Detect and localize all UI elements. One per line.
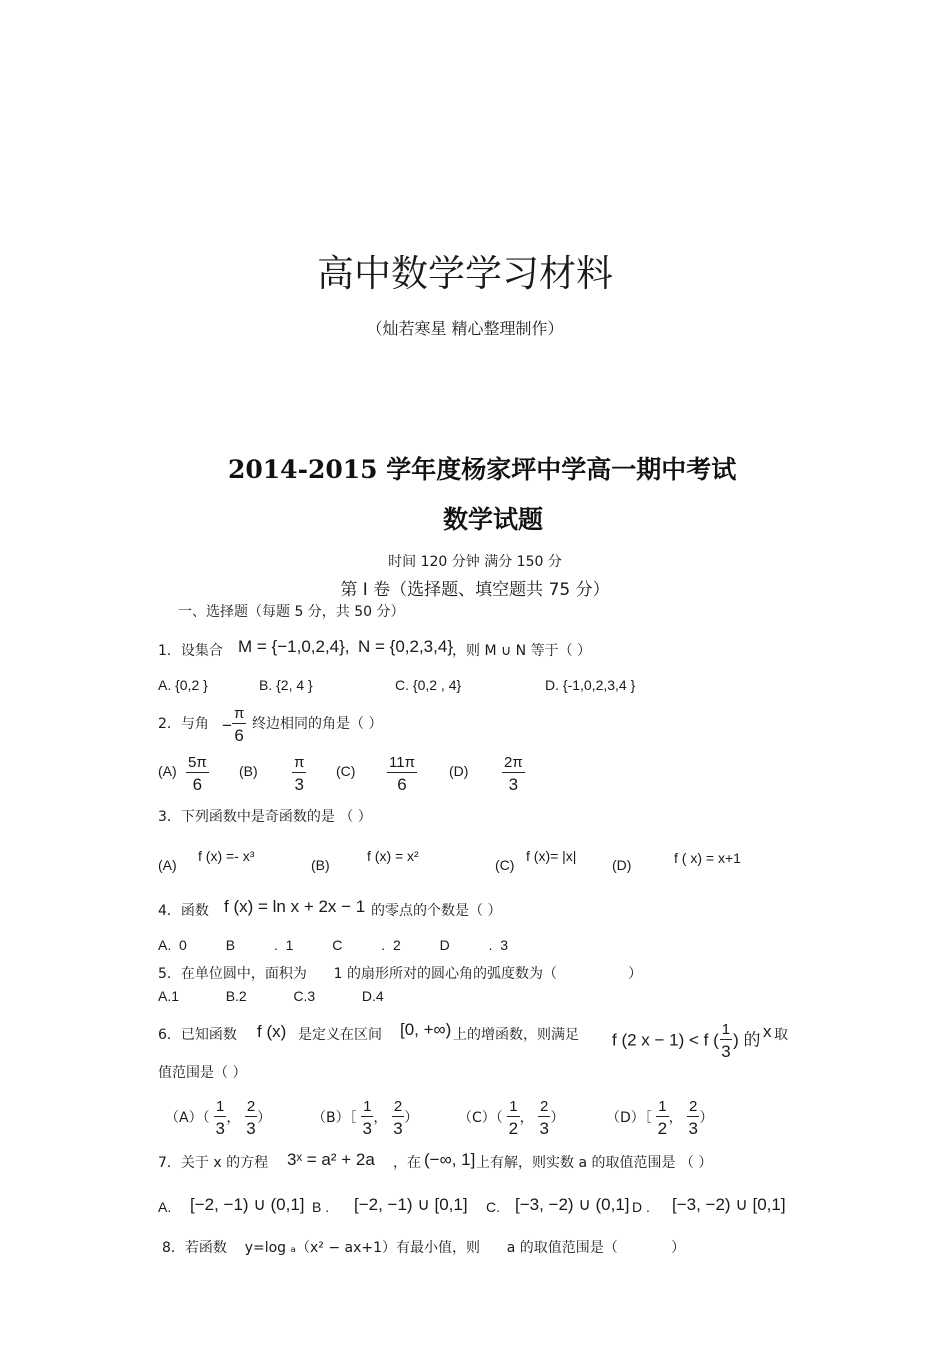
q6-option-d-den1: 2 — [657, 1119, 668, 1138]
q6-variable: x — [763, 1022, 772, 1041]
document-subtitle: （灿若寒星 精心整理制作） — [366, 319, 564, 338]
q3-option-a: f (x) =- x³ — [198, 848, 255, 864]
q6-option-a-den1: 3 — [215, 1119, 225, 1138]
q1-option-c: C. {0,2 , 4} — [395, 677, 462, 693]
q6-option-b — [312, 1099, 418, 1137]
q2-angle-denominator: 6 — [234, 726, 244, 745]
q2-option-a — [186, 755, 209, 793]
q2-angle-numerator: π — [233, 705, 245, 722]
q3-option-b-label: (B) — [311, 857, 330, 873]
q2-option-d — [502, 755, 525, 793]
q7-equation: 3ˣ = a² + 2a — [287, 1150, 375, 1169]
q2-option-c-label: (C) — [336, 763, 356, 779]
q3-option-a-label: (A) — [158, 857, 177, 873]
q2-option-d-den: 3 — [508, 775, 519, 794]
q6-option-c-comma: ， — [519, 1110, 534, 1126]
q3-stem: 3．下列函数中是奇函数的是 （ ） — [158, 809, 372, 825]
q7-option-b-label: B . — [312, 1199, 330, 1215]
q6-stem: 6．已知函数 — [158, 1027, 237, 1043]
q7-option-c-label: C. — [486, 1199, 500, 1215]
q3-option-c: f (x)= |x| — [526, 848, 577, 864]
q6-option-b-label: （B）［ — [312, 1110, 357, 1126]
q6-tail: 取 — [774, 1027, 788, 1043]
q2-option-c-den: 6 — [397, 775, 407, 794]
q6-option-a-close: ） — [257, 1110, 272, 1126]
q2-option-a-label: (A) — [158, 763, 177, 779]
q6-option-d-num2: 2 — [689, 1098, 698, 1115]
q6-interval: [0, +∞) — [400, 1020, 452, 1039]
q7-stem: 7．关于 x 的方程 — [158, 1155, 269, 1171]
q6-option-d-den2: 3 — [688, 1119, 698, 1138]
q2-tail: 终边相同的角是（ ） — [252, 716, 383, 732]
q6-mid: 是定义在区间 — [298, 1027, 382, 1043]
q4-tail: 的零点的个数是（ ） — [371, 903, 502, 919]
q6-option-d-label: （D）［ — [606, 1110, 652, 1126]
section-title: 一、选择题（每题 5 分，共 50 分） — [178, 604, 405, 620]
q7-option-c: [−3, −2) ∪ (0,1] — [515, 1195, 630, 1214]
exam-subject: 数学试题 — [443, 505, 544, 534]
q1-set-n: N = {0,2,3,4} — [358, 637, 453, 656]
q6-option-b-close: ） — [404, 1110, 419, 1126]
q6-option-d-close: ） — [699, 1110, 714, 1126]
q6-option-c-label: （C）（ — [458, 1110, 503, 1126]
q1-stem: 1．设集合 — [158, 643, 223, 659]
q2-stem: 2．与角 — [158, 716, 209, 732]
q2-option-c — [387, 755, 417, 793]
q6-option-b-num1: 1 — [363, 1098, 372, 1115]
q7-mid: ，在 — [393, 1155, 421, 1171]
q1-option-a: A. {0,2 } — [158, 677, 208, 693]
q7-option-a: [−2, −1) ∪ (0,1] — [190, 1195, 305, 1214]
q8-stem: 8．若函数 y=log ₐ（x² − ax+1）有最小值，则 a 的取值范围是（ ） — [162, 1240, 686, 1256]
document-title: 高中数学学习材料 — [317, 252, 613, 295]
q2-option-d-label: (D) — [449, 763, 469, 779]
q6-option-d-num1: 1 — [658, 1098, 667, 1115]
q7-option-d-label: D . — [632, 1199, 650, 1215]
q7-option-b: [−2, −1) ∪ [0,1] — [354, 1195, 468, 1214]
q6-fx: f (x) — [257, 1022, 287, 1041]
q4-stem: 4．函数 — [158, 903, 209, 919]
q6-option-a-label: （A）（ — [165, 1110, 210, 1126]
q1-option-d: D. {-1,0,2,3,4 } — [545, 677, 636, 693]
q2-angle-sign: − — [222, 716, 232, 735]
q6-inequality-den: 3 — [721, 1042, 731, 1061]
q1-option-b: B. {2, 4 } — [259, 677, 313, 693]
q6-inequality-num: 1 — [721, 1021, 731, 1038]
q6-option-a-comma: ， — [226, 1110, 241, 1126]
q3-option-d-label: (D) — [612, 857, 632, 873]
q1-set-m: M = {−1,0,2,4}, — [238, 637, 350, 656]
exam-time-info: 时间 120 分钟 满分 150 分 — [388, 554, 562, 570]
q2-option-c-num: 11π — [389, 754, 415, 771]
q2-option-b — [292, 755, 306, 793]
q2-option-d-num: 2π — [504, 754, 523, 771]
q6-option-a-num2: 2 — [246, 1098, 256, 1115]
q6-option-b-num2: 2 — [393, 1098, 403, 1115]
q2-option-a-num: 5π — [188, 754, 207, 771]
q5-options: A.1 B.2 C.3 D.4 — [158, 988, 384, 1004]
q4-expression: f (x) = ln x + 2x − 1 — [224, 897, 366, 916]
q7-option-a-label: A. — [158, 1199, 172, 1215]
q6-inequality-left: f (2 x − 1) < f ( — [612, 1030, 719, 1050]
q1-tail: ，则 M ∪ N 等于（ ） — [452, 643, 592, 659]
q6-option-c-den1: 2 — [508, 1119, 519, 1138]
q6-mid2: 上的增函数，则满足 — [453, 1027, 579, 1043]
q2-option-a-den: 6 — [192, 775, 203, 794]
q6-option-b-comma: ， — [373, 1110, 388, 1126]
q4-options: A. 0 B . 1 C . 2 D . 3 — [158, 937, 509, 953]
q3-option-d: f ( x) = x+1 — [674, 850, 741, 866]
q2-angle — [222, 706, 246, 744]
q6-option-a-den2: 3 — [246, 1119, 256, 1138]
q6-line2: 值范围是（ ） — [158, 1065, 247, 1081]
q6-option-d-comma: ， — [668, 1110, 683, 1126]
exam-title: 2014-2015 学年度杨家坪中学高一期中考试 — [228, 455, 737, 484]
q6-inequality-right: ) 的 — [733, 1030, 761, 1050]
q5-stem: 5．在单位圆中，面积为 1 的扇形所对的圆心角的弧度数为（ ） — [158, 966, 643, 982]
q2-option-b-label: (B) — [239, 763, 258, 779]
q6-option-a-num1: 1 — [216, 1098, 225, 1115]
q6-option-c-den2: 3 — [539, 1119, 549, 1138]
q6-option-c-close: ） — [550, 1110, 565, 1126]
q6-inequality — [612, 1022, 761, 1060]
q7-interval: (−∞, 1] — [424, 1150, 476, 1169]
q2-option-b-den: 3 — [294, 775, 304, 794]
q6-option-c-num1: 1 — [509, 1098, 518, 1115]
q6-option-a — [165, 1099, 271, 1137]
q6-option-d — [606, 1099, 713, 1137]
q6-option-b-den1: 3 — [362, 1119, 372, 1138]
q2-option-b-num: π — [294, 754, 305, 771]
q6-option-b-den2: 3 — [393, 1119, 403, 1138]
q3-option-b: f (x) = x² — [367, 848, 419, 864]
exam-volume: 第 I 卷（选择题、填空题共 75 分） — [340, 580, 610, 600]
q7-option-d: [−3, −2) ∪ [0,1] — [672, 1195, 786, 1214]
q3-option-c-label: (C) — [495, 857, 515, 873]
q6-option-c — [458, 1099, 564, 1137]
q7-tail: 上有解，则实数 a 的取值范围是 （ ） — [476, 1155, 713, 1171]
q6-option-c-num2: 2 — [540, 1098, 549, 1115]
